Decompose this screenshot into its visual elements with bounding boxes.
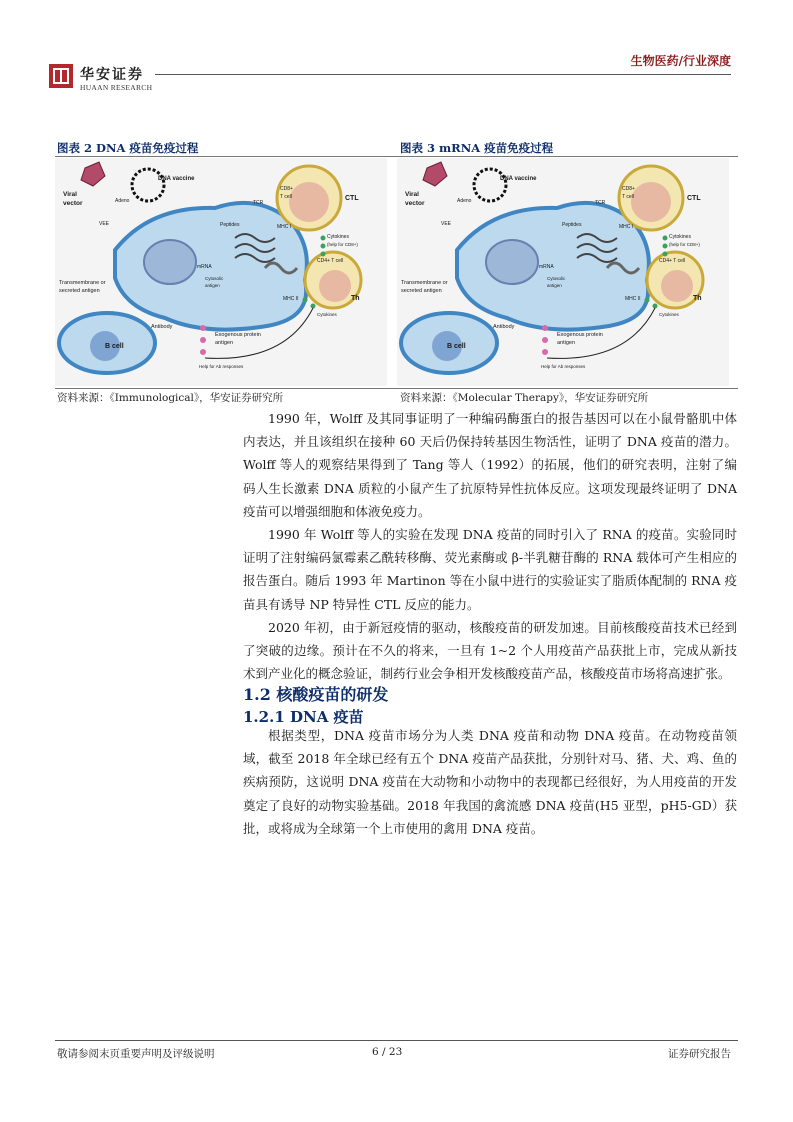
cytokine-dot <box>321 244 326 249</box>
diagram-label: Cytokines <box>317 312 337 317</box>
diagram-label: (help for CD8+) <box>669 242 700 247</box>
diagram-label: Adeno <box>115 198 130 204</box>
diagram-label: Antibody <box>493 324 515 330</box>
cd8-nucleus <box>289 182 329 222</box>
footer-divider <box>55 1040 738 1041</box>
diagram-label: antigen <box>547 283 562 288</box>
diagram-label: MHC I <box>277 224 292 230</box>
cd8-nucleus <box>631 182 671 222</box>
antigen-dot <box>200 325 206 331</box>
cd4-nucleus <box>319 270 351 302</box>
figure-top-rule <box>55 156 738 157</box>
diagram-label: vector <box>405 200 425 207</box>
diagram-label: Help for Ab responses <box>541 364 586 369</box>
plasmid-icon <box>132 169 164 201</box>
page-number: 6 / 23 <box>372 1046 403 1058</box>
body-section-1 <box>243 407 737 685</box>
diagram-label: CD8+ <box>622 186 635 192</box>
diagram-label: Cytokines <box>669 234 691 240</box>
diagram-label: Exogenous protein <box>557 332 603 338</box>
cytokine-dot <box>653 304 658 309</box>
diagram-label: Peptides <box>220 222 240 228</box>
diagram-label: MHC I <box>619 224 634 230</box>
paragraph: 1990 年 Wolff 等人的实验在发现 DNA 疫苗的同时引入了 RNA 的疫苗。实验同时证明了注射编码氯霉素乙酰转移酶、荧光素酶或 β-半乳糖苷酶的 RNA 载体可产生相应的报告蛋白。随后 1993 年 Martinon 等在小鼠中进行的实验证实了脂质体配制的 RNA 疫苗具有诱导 NP 特异性 CTL 反应的能力。 <box>243 527 737 612</box>
cytokine-dot <box>303 298 308 303</box>
antigen-dot <box>200 337 206 343</box>
diagram-label: Help for Ab responses <box>199 364 244 369</box>
cytokine-dot <box>311 304 316 309</box>
diagram-label: antigen <box>205 283 220 288</box>
diagram-label: CD4+ T cell <box>317 258 344 264</box>
diagram-label: mRNA <box>197 264 212 270</box>
diagram-label: Peptides <box>562 222 582 228</box>
diagram-label: secreted antigen <box>401 288 442 294</box>
diagram-label: B cell <box>447 343 466 350</box>
diagram-label: T cell <box>280 194 292 200</box>
company-seal-logo <box>49 64 73 88</box>
antigen-dot <box>200 349 206 355</box>
diagram-label: Cytokines <box>327 234 349 240</box>
diagram-label: Cytosolic <box>205 276 224 281</box>
cytokine-dot <box>663 252 668 257</box>
diagram-label: Antibody <box>151 324 173 330</box>
diagram-label: antigen <box>215 340 234 346</box>
diagram-label: DNA vaccine <box>158 176 195 182</box>
paragraph: 2020 年初，由于新冠疫情的驱动，核酸疫苗的研发加速。目前核酸疫苗技术已经到了突破的边缘。预计在不久的将来，一旦有 1~2 个人用疫苗产品获批上市，完成从新技术到产业化的概念验证，制药行业会争相开发核酸疫苗产品，核酸疫苗市场将高速扩张。 <box>243 619 737 682</box>
diagram-label: VEE <box>99 221 110 227</box>
company-name-cn: 华安证券 <box>80 67 144 83</box>
footer-report-type: 证券研究报告 <box>668 1048 731 1060</box>
diagram-label: B cell <box>105 343 124 350</box>
diagram-label: Transmembrane or <box>59 280 106 286</box>
diagram-label: Cytosolic <box>547 276 566 281</box>
diagram-label: CD8+ <box>280 186 293 192</box>
nucleus <box>144 240 196 284</box>
diagram-label: secreted antigen <box>59 288 100 294</box>
viral-vector-icon <box>423 162 447 186</box>
diagram-label: (help for CD8+) <box>327 242 358 247</box>
diagram-label: Viral <box>63 191 77 198</box>
diagram-label: Adeno <box>457 198 472 204</box>
antigen-dot <box>542 325 548 331</box>
cytokine-dot <box>663 244 668 249</box>
section-tag: 生物医药/行业深度 <box>630 54 731 68</box>
diagram-label: Cytokines <box>659 312 679 317</box>
paragraph: 1990 年，Wolff 及其同事证明了一种编码酶蛋白的报告基因可以在小鼠骨骼肌中体内表达，并且该组织在接种 60 天后仍保持转基因生物活性，证明了 DNA 疫苗的潜力。Wolff 等人的观察结果得到了 Tang 等人（1992）的拓展，他们的研究表明，注射了编码人生长激素 DNA 质粒的小鼠产生了抗原特异性抗体反应。这项发现最终证明了 DNA 疫苗可以增强细胞和体液免疫力。 <box>243 411 737 519</box>
cd4-nucleus <box>661 270 693 302</box>
paragraph: 根据类型，DNA 疫苗市场分为人类 DNA 疫苗和动物 DNA 疫苗。在动物疫苗领域，截至 2018 年全球已经有五个 DNA 疫苗产品获批，分别针对马、猪、犬、鸡、鱼的疾病预防，这说明 DNA 疫苗在大动物和小动物中的表现都已经很好，为人用疫苗的开发奠定了良好的动物实验基础。2018 年我国的禽流感 DNA 疫苗(H5 亚型，pH5-GD）获批，或将成为全球第一个上市使用的禽用 DNA 疫苗。 <box>243 728 737 836</box>
diagram-label: mRNA <box>539 264 554 270</box>
antigen-dot <box>542 349 548 355</box>
diagram-label: T cell <box>622 194 634 200</box>
figure-3-title: 图表 3 mRNA 疫苗免疫过程 <box>400 141 554 155</box>
viral-vector-icon <box>81 162 105 186</box>
diagram-label: TCR <box>595 200 606 206</box>
header-divider <box>155 74 731 75</box>
diagram-label: antigen <box>557 340 576 346</box>
diagram-label: Exogenous protein <box>215 332 261 338</box>
diagram-label: CD4+ T cell <box>659 258 686 264</box>
cytokine-dot <box>663 236 668 241</box>
diagram-label: CTL <box>345 195 359 202</box>
figure-2-diagram <box>55 158 387 386</box>
figure-2-source: 资料来源：《Immunological》，华安证券研究所 <box>57 392 284 404</box>
cytokine-dot <box>645 298 650 303</box>
diagram-label: Viral <box>405 191 419 198</box>
figure-bottom-rule <box>55 388 738 389</box>
diagram-label: VEE <box>441 221 452 227</box>
cytokine-dot <box>321 236 326 241</box>
diagram-label: Transmembrane or <box>401 280 448 286</box>
diagram-label: MHC II <box>625 296 641 302</box>
nucleus <box>486 240 538 284</box>
diagram-label: CTL <box>687 195 701 202</box>
figure-2-title: 图表 2 DNA 疫苗免疫过程 <box>57 141 199 155</box>
diagram-label: DNA vaccine <box>500 176 537 182</box>
diagram-label: vector <box>63 200 83 207</box>
footer-disclaimer: 敬请参阅末页重要声明及评级说明 <box>57 1048 215 1060</box>
cytokine-dot <box>321 252 326 257</box>
body-section-2 <box>243 724 737 840</box>
diagram-label: TCR <box>253 200 264 206</box>
diagram-label: Th <box>693 295 702 302</box>
section-heading-1-2: 1.2 核酸疫苗的研发 <box>243 685 389 704</box>
figure-3-diagram <box>397 158 729 386</box>
company-name-en: HUAAN RESEARCH <box>80 83 153 92</box>
figure-3-source: 资料来源：《Molecular Therapy》，华安证券研究所 <box>400 392 649 404</box>
diagram-label: MHC II <box>283 296 299 302</box>
plasmid-icon <box>474 169 506 201</box>
section-heading-1-2-1: 1.2.1 DNA 疫苗 <box>243 708 364 726</box>
diagram-label: Th <box>351 295 360 302</box>
antigen-dot <box>542 337 548 343</box>
